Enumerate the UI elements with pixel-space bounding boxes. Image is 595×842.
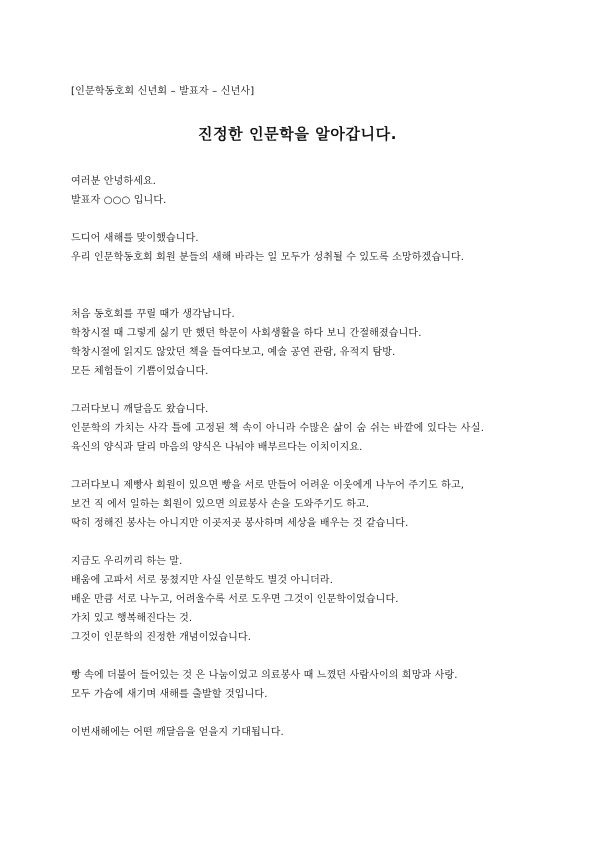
text-line: 발표자 ○○○ 입니다. — [71, 195, 167, 206]
text-line: 우리 인문학동호회 회원 분들의 새해 바라는 일 모두가 성취될 수 있도록 소망하겠습니다. — [71, 252, 465, 263]
paragraph-meaning — [71, 552, 531, 647]
text-line: 학창시절에 읽지도 않았던 책을 들여다보고, 예술 공연 관람, 유적지 탐방. — [71, 347, 396, 358]
paragraph-closing — [71, 723, 531, 742]
text-line: 여러분 안녕하세요. — [71, 176, 157, 187]
text-line: 육신의 양식과 달리 마음의 양식은 나눠야 배부르다는 이치이지요. — [71, 442, 363, 453]
text-line: 인문학의 가치는 사각 틀에 고정된 책 속이 아니라 수많은 삶이 숨 쉬는 바깥에 있다는 사실. — [71, 423, 485, 434]
text-line: 이번새해에는 어떤 깨달음을 얻을지 기대됩니다. — [71, 727, 284, 738]
text-line: 모든 체험들이 기쁨이었습니다. — [71, 366, 209, 377]
text-line: 드디어 새해를 맞이했습니다. — [71, 233, 199, 244]
paragraph-new-year — [71, 229, 531, 267]
text-line: 지금도 우리끼리 하는 말. — [71, 556, 183, 567]
text-line: 가치 있고 행복해진다는 것. — [71, 613, 193, 624]
text-line: 모두 가슴에 새기며 새해를 출발할 것입니다. — [71, 689, 268, 700]
text-line: 그것이 인문학의 진정한 개념이었습니다. — [71, 632, 252, 643]
document-body — [71, 172, 531, 742]
text-line: 그러다보니 제빵사 회원이 있으면 빵을 서로 만들어 어려운 이웃에게 나누어 주기도 하고, — [71, 480, 465, 491]
paragraph-hope — [71, 666, 531, 704]
text-line: 학창시절 때 그렇게 싫기 만 했던 학문이 사회생활을 하다 보니 간절해졌습니다. — [71, 328, 422, 339]
text-line: 처음 동호회를 꾸릴 때가 생각납니다. — [71, 309, 235, 320]
text-line: 딱히 정해진 봉사는 아니지만 이곳저곳 봉사하며 세상을 배우는 것 같습니다. — [71, 518, 409, 529]
text-line: 보건 직 에서 일하는 회원이 있으면 의료봉사 손을 도와주기도 하고. — [71, 499, 370, 510]
text-line: 빵 속에 더불어 들어있는 것 은 나눔이었고 의료봉사 때 느꼈던 사람사이의 희망과 사랑. — [71, 670, 458, 681]
paragraph-realization — [71, 400, 531, 457]
text-line: 배움에 고파서 서로 뭉쳤지만 사실 인문학도 별것 아니더라. — [71, 575, 334, 586]
paragraph-volunteering — [71, 476, 531, 533]
document-subtitle: [인문학동호회 신년회 – 발표자 – 신년사] — [71, 86, 255, 97]
paragraph-greeting — [71, 172, 531, 210]
text-line: 배운 만큼 서로 나누고, 어려울수록 서로 도우면 그것이 인문학이었습니다. — [71, 594, 399, 605]
text-line: 그러다보니 깨달음도 왔습니다. — [71, 404, 209, 415]
paragraph-beginning — [71, 305, 531, 381]
document-title: 진정한 인문학을 알아갑니다. — [197, 125, 398, 143]
